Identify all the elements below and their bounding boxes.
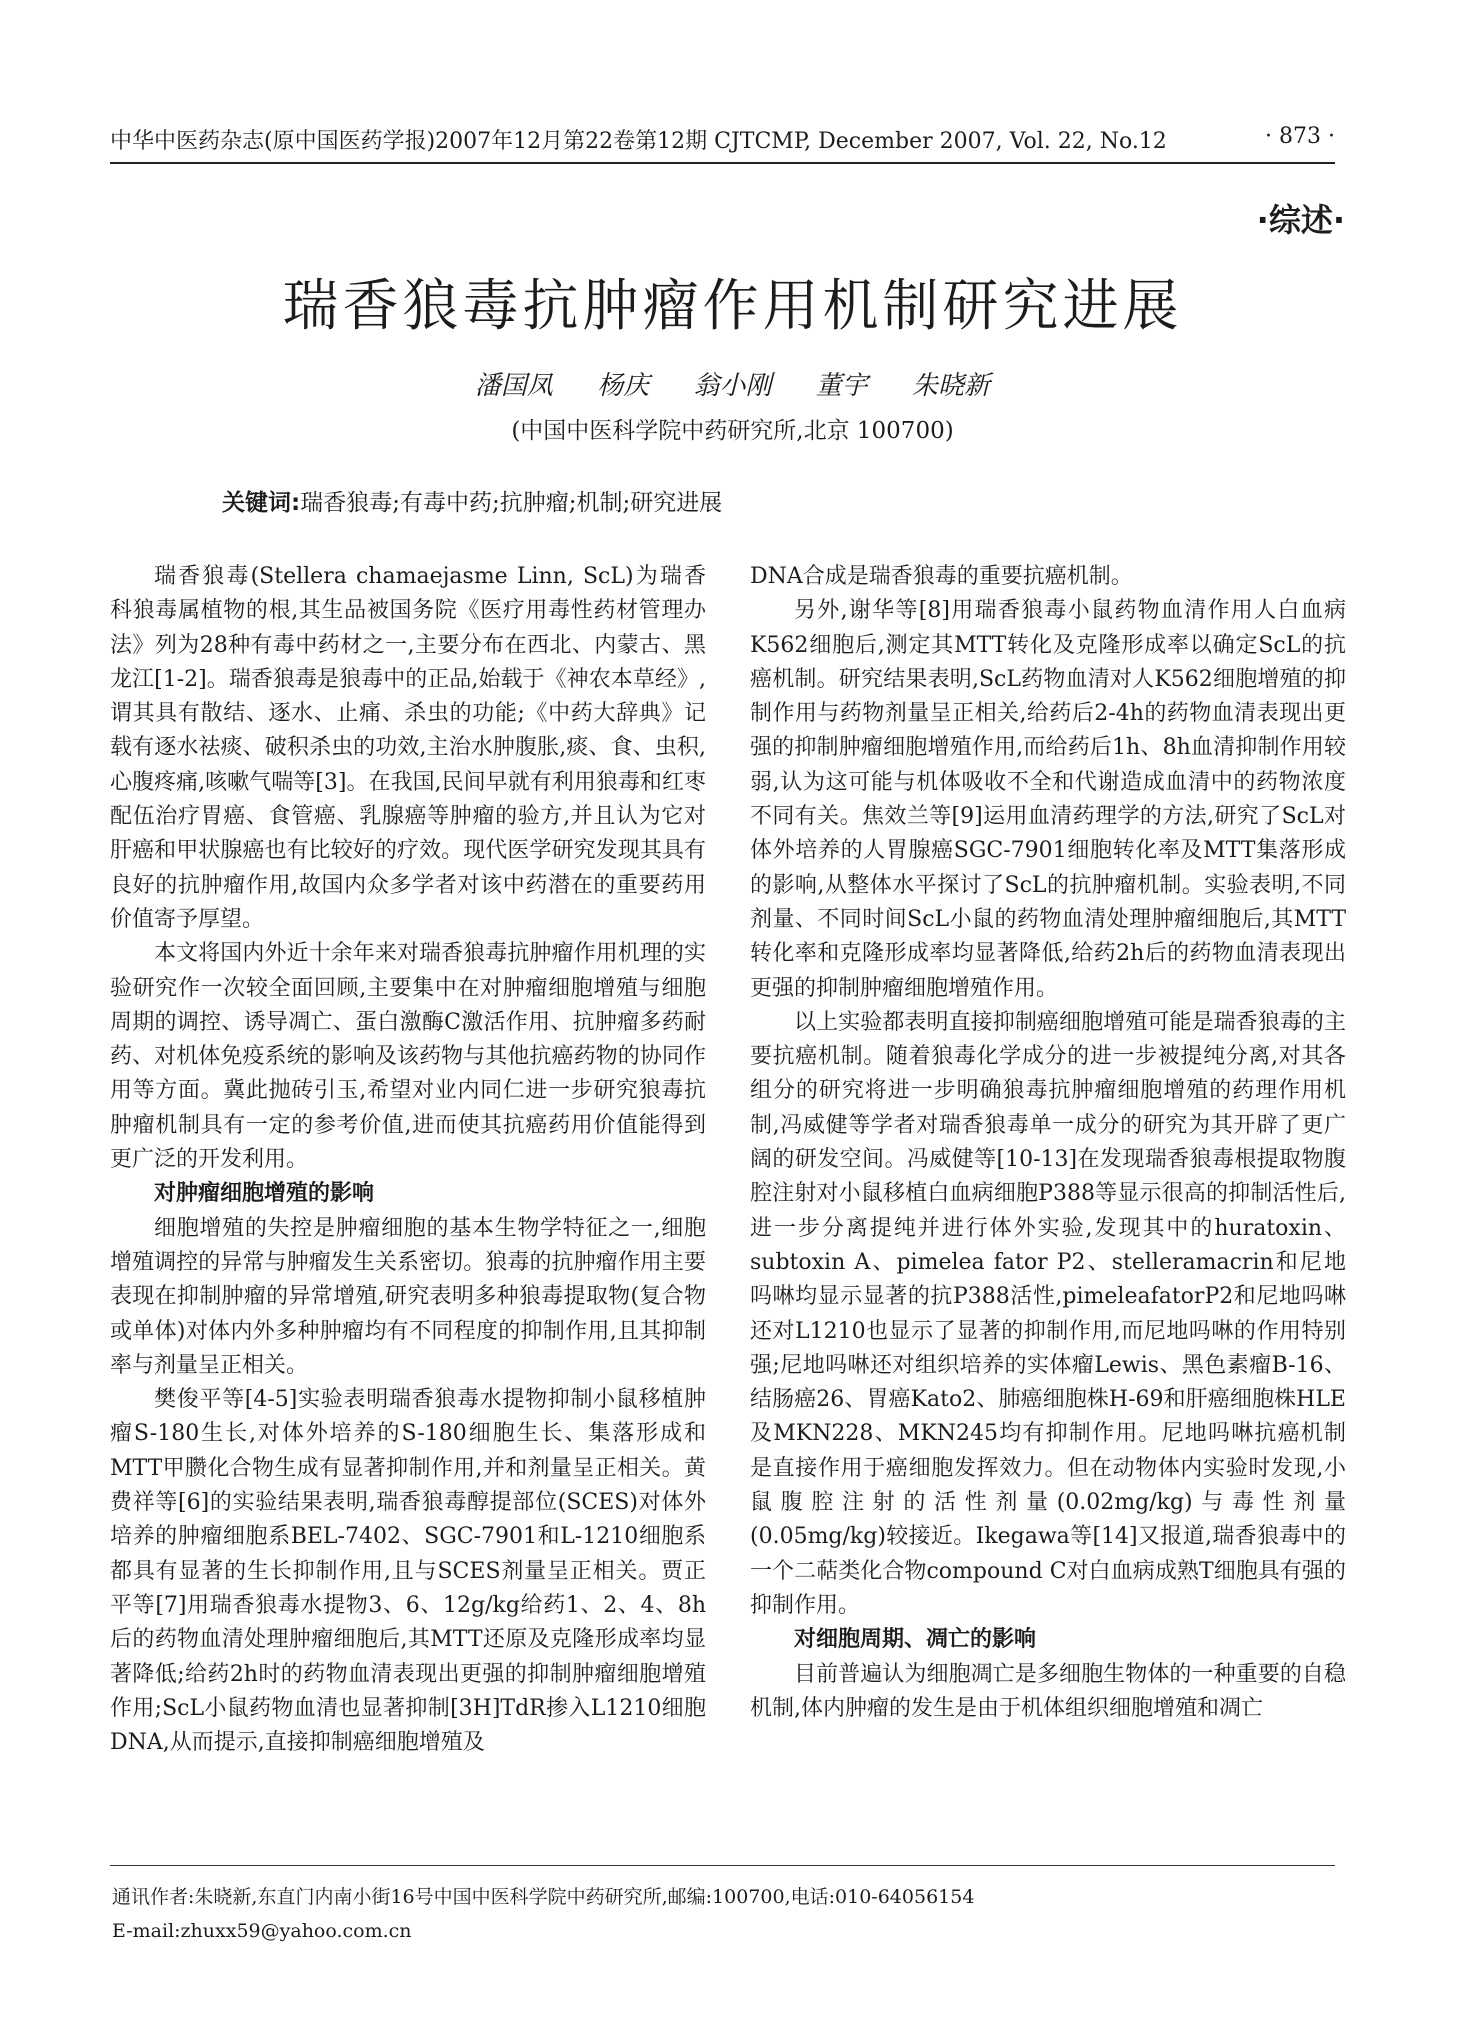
section-heading: 对肿瘤细胞增殖的影响	[154, 1181, 375, 1207]
left-column	[110, 560, 706, 1760]
journal-line: 中华中医药杂志(原中国医药学报)2007年12月第22卷第12期 CJTCMP, December 2007, Vol. 22, No.12	[110, 129, 1167, 154]
author-name: 翁小刚	[693, 371, 772, 401]
paragraph: 细胞增殖的失控是肿瘤细胞的基本生物学特征之一,细胞增殖调控的异常与肿瘤发生关系密切。狼毒的抗肿瘤作用主要表现在抑制肿瘤的异常增殖,研究表明多种狼毒提取物(复合物或单体)对体内外多种肿瘤均有不同程度的抑制作用,且其抑制率与剂量呈正相关。	[110, 1215, 706, 1378]
keywords-label: 关键词:	[222, 490, 301, 516]
paragraph: 另外,谢华等[8]用瑞香狼毒小鼠药物血清作用人白血病K562细胞后,测定其MTT转化及克隆形成率以确定ScL的抗癌机制。研究结果表明,ScL药物血清对人K562细胞增殖的抑制作用与药物剂量呈正相关,给药后2-4h的药物血清表现出更强的抑制肿瘤细胞增殖作用,而给药后1h、8h血清抑制作用较弱,认为这可能与机体吸收不全和代谢造成血清中的药物浓度不同有关。焦效兰等[9]运用血清药理学的方法,研究了ScL对体外培养的人胃腺癌SGC-7901细胞转化率及MTT集落形成的影响,从整体水平探讨了ScL的抗肿瘤机制。实验表明,不同剂量、不同时间ScL小鼠的药物血清处理肿瘤细胞后,其MTT转化率和克隆形成率均显著降低,给药2h后的药物血清表现出更强的抑制肿瘤细胞增殖作用。	[750, 598, 1346, 1001]
article-title: 瑞香狼毒抗肿瘤作用机制研究进展	[282, 274, 1183, 339]
paragraph: 本文将国内外近十余年来对瑞香狼毒抗肿瘤作用机理的实验研究作一次较全面回顾,主要集中在对肿瘤细胞增殖与细胞周期的调控、诱导凋亡、蛋白激酶C激活作用、抗肿瘤多药耐药、对机体免疫系统的影响及该药物与其他抗癌药物的协同作用等方面。冀此抛砖引玉,希望对业内同仁进一步研究狼毒抗肿瘤机制具有一定的参考价值,进而使其抗癌药用价值能得到更广泛的开发利用。	[110, 941, 706, 1173]
running-header	[110, 124, 1335, 155]
author-name: 潘国凤	[474, 371, 553, 401]
keywords	[222, 484, 722, 517]
paragraph: 以上实验都表明直接抑制癌细胞增殖可能是瑞香狼毒的主要抗癌机制。随着狼毒化学成分的进一步被提纯分离,对其各组分的研究将进一步明确狼毒抗肿瘤细胞增殖的药理作用机制,冯威健等学者对瑞香狼毒单一成分的研究为其开辟了更广阔的研发空间。冯威健等[10-13]在发现瑞香狼毒根提取物腹腔注射对小鼠移植白血病细胞P388等显示很高的抑制活性后,进一步分离提纯并进行体外实验,发现其中的huratoxin、subtoxin A、pimelea fator P2、stelleramacrin和尼地吗啉均显示显著的抗P388活性,pimeleafatorP2和尼地吗啉还对L1210也显示了显著的抑制作用,而尼地吗啉的作用特别强;尼地吗啉还对组织培养的实体瘤Lewis、黑色素瘤B-16、结肠癌26、胃癌Kato2、肺癌细胞株H-69和肝癌细胞株HLE及MKN228、MKN245均有抑制作用。尼地吗啉抗癌机制是直接作用于癌细胞发挥效力。但在动物体内实验时发现,小鼠腹腔注射的活性剂量(0.02mg/kg)与毒性剂量(0.05mg/kg)较接近。Ikegawa等[14]又报道,瑞香狼毒中的一个二萜类化合物compound C对白血病成熟T细胞具有强的抑制作用。	[750, 1009, 1346, 1618]
author-name: 杨庆	[597, 371, 650, 401]
corresponding-author-footnote	[112, 1880, 974, 1948]
paragraph: DNA合成是瑞香狼毒的重要抗癌机制。	[750, 564, 1133, 589]
header-divider	[110, 162, 1335, 164]
right-column	[750, 560, 1346, 1726]
footnote-divider	[110, 1865, 1335, 1866]
author-list	[0, 365, 1465, 402]
paragraph: 樊俊平等[4-5]实验表明瑞香狼毒水提物抑制小鼠移植肿瘤S-180生长,对体外培养的S-180细胞生长、集落形成和MTT甲臜化合物生成有显著抑制作用,并和剂量呈正相关。黄费祥等[6]的实验结果表明,瑞香狼毒醇提部位(SCES)对体外培养的肿瘤细胞系BEL-7402、SGC-7901和L-1210细胞系都具有显著的生长抑制作用,且与SCES剂量呈正相关。贾正平等[7]用瑞香狼毒水提物3、6、12g/kg给药1、2、4、8h后的药物血清处理肿瘤细胞后,其MTT还原及克隆形成率均显著降低;给药2h时的药物血清表现出更强的抑制肿瘤细胞增殖作用;ScL小鼠药物血清也显著抑制[3H]TdR掺入L1210细胞DNA,从而提示,直接抑制癌细胞增殖及	[110, 1387, 706, 1756]
footnote-line: 通讯作者:朱晓新,东直门内南小街16号中国中医科学院中药研究所,邮编:100700,电话:010-64056154	[112, 1886, 975, 1908]
page-number: · 873 ·	[1265, 124, 1335, 149]
section-label: ·综述·	[1256, 201, 1345, 239]
author-name: 董宇	[815, 371, 868, 401]
paragraph: 目前普遍认为细胞凋亡是多细胞生物体的一种重要的自稳机制,体内肿瘤的发生是由于机体组织细胞增殖和凋亡	[750, 1661, 1346, 1721]
footnote-email: E-mail:zhuxx59@yahoo.com.cn	[112, 1920, 412, 1942]
section-heading: 对细胞周期、凋亡的影响	[794, 1627, 1037, 1653]
affiliation: (中国中医科学院中药研究所,北京 100700)	[511, 418, 954, 444]
author-name: 朱晓新	[912, 371, 991, 401]
paragraph: 瑞香狼毒(Stellera chamaejasme Linn, ScL)为瑞香科狼毒属植物的根,其生品被国务院《医疗用毒性药材管理办法》列为28种有毒中药材之一,主要分布在西北、内蒙古、黑龙江[1-2]。瑞香狼毒是狼毒中的正品,始载于《神农本草经》,谓其具有散结、逐水、止痛、杀虫的功能;《中药大辞典》记载有逐水祛痰、破积杀虫的功效,主治水肿腹胀,痰、食、虫积,心腹疼痛,咳嗽气喘等[3]。在我国,民间早就有利用狼毒和红枣配伍治疗胃癌、食管癌、乳腺癌等肿瘤的验方,并且认为它对肝癌和甲状腺癌也有比较好的疗效。现代医学研究发现其具有良好的抗肿瘤作用,故国内众多学者对该中药潜在的重要药用价值寄予厚望。	[110, 564, 706, 932]
keywords-text: 瑞香狼毒;有毒中药;抗肿瘤;机制;研究进展	[300, 490, 723, 516]
